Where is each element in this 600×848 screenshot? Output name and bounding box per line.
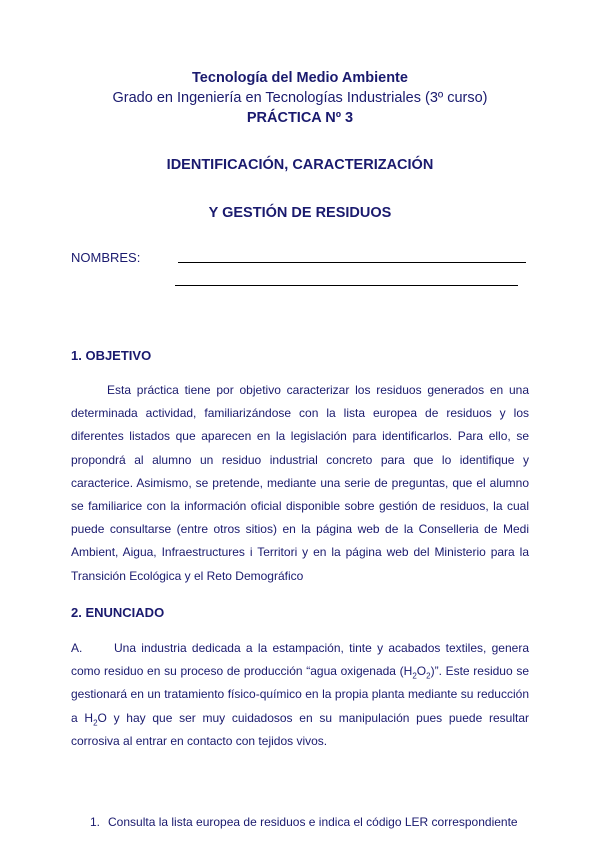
names-fill-line — [178, 262, 526, 263]
enunciado-text: O — [416, 664, 427, 679]
objetivo-paragraph: Esta práctica tiene por objetivo caracterizar los residuos generados en una determinada actividad, familiarizándose con la lista europea de residuos y los diferentes listados que aparecen en la legislación para identificarlos. Para ello, se propondrá al alumno un residuo industrial concreto para que lo identifique y caracterice. Asimismo, se pretende, mediante una serie de preguntas, que el alumno se familiarice con la información oficial disponible sobre gestión de residuos, la cual puede consultarse (entre otros sitios) en la página web de la Conselleria de Medi Ambient, Aigua, Infraestructures i Territori y en la página web del Ministerio para la Transición Ecológica y el Reto Demográfico — [71, 383, 529, 583]
question-text: Consulta la lista europea de residuos e indica el código LER correspondiente — [108, 815, 518, 829]
course-title: Tecnología del Medio Ambiente — [192, 70, 408, 86]
section-heading-objetivo: 1. OBJETIVO — [71, 348, 152, 363]
list-marker: A. — [71, 641, 83, 655]
question-number: 1. — [90, 815, 101, 829]
degree-subtitle: Grado en Ingeniería en Tecnologías Industriales (3º curso) — [112, 90, 488, 106]
section-heading-enunciado: 2. ENUNCIADO — [71, 605, 165, 620]
subscript: 2 — [426, 671, 431, 681]
document-title-line1: IDENTIFICACIÓN, CARACTERIZACIÓN — [166, 157, 434, 173]
enunciado-text: O y hay que ser muy cuidadosos en su manipulación pues puede resultar corrosiva al entrar en contacto con tejidos vivos. — [71, 710, 529, 748]
practice-number: PRÁCTICA Nº 3 — [246, 110, 354, 126]
question-item — [90, 815, 530, 829]
enunciado-text: Una industria dedicada a la estampación, tinte y acabados textiles, genera como residuo en su proceso de producción “agua oxigenada (H — [71, 641, 529, 679]
enunciado-text: )”. Este residuo se gestionará en un tratamiento físico-químico en la propia planta mediante su reducción a H — [71, 664, 529, 725]
names-label: NOMBRES: — [71, 250, 141, 265]
names-fill-line — [175, 285, 518, 286]
subscript: 2 — [412, 671, 417, 681]
enunciado-paragraph — [71, 637, 529, 753]
subscript: 2 — [93, 718, 98, 727]
document-title-line2: Y GESTIÓN DE RESIDUOS — [208, 205, 392, 221]
